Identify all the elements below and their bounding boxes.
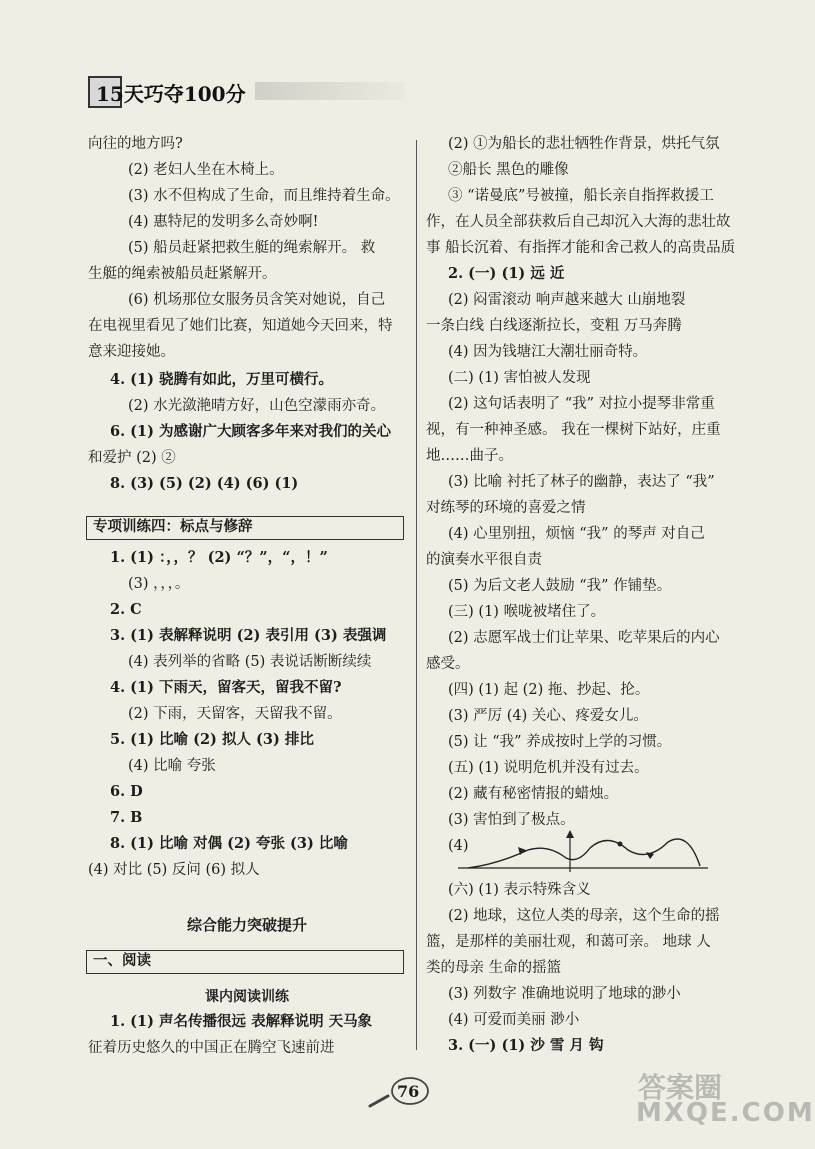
answer-line: (三) (1) 喉咙被堵住了。 (448, 604, 606, 620)
answer-line: (2) 下雨，天留客，天留我不留。 (128, 706, 342, 722)
answer-line: (2) 水光潋滟晴方好，山色空濛雨亦奇。 (128, 398, 386, 414)
logo-text: 15天巧夺100分 (96, 82, 246, 106)
answer-line: (六) (1) 表示特殊含义 (448, 882, 591, 898)
answer-line: 1. (1) ：，，？ (2) “？”，“，！” (110, 549, 328, 566)
answer-line: 类的母亲 生命的摇篮 (426, 960, 562, 976)
answer-line: 征着历史悠久的中国正在腾空飞速前进 (88, 1040, 335, 1056)
answer-line: (2) 地球，这位人类的母亲，这个生命的摇 (448, 908, 720, 924)
answer-line: 1. (1) 声名传播很远 表解释说明 天马象 (110, 1013, 373, 1030)
section-heading: 专项训练四：标点与修辞 (86, 516, 404, 540)
answer-line: 篮，是那样的美丽壮观，和蔼可亲。 地球 人 (426, 934, 711, 950)
answer-line: 7. B (110, 809, 143, 826)
column-divider (416, 140, 417, 1050)
answer-line: (3) 害怕到了极点。 (448, 812, 575, 828)
answer-line: 作，在人员全部获救后自己却沉入大海的悲壮故 (426, 214, 731, 230)
answer-line: (2) ①为船长的悲壮牺牲作背景，烘托气氛 (448, 136, 720, 152)
answer-line: 8. (3) (5) (2) (4) (6) (1) (110, 475, 299, 492)
answer-line: (四) (1) 起 (2) 拖、抄起、抡。 (448, 682, 650, 698)
book-logo (88, 76, 258, 106)
answer-line: 2. C (110, 601, 142, 618)
answer-line: (3) 比喻 衬托了林子的幽静，表达了 “我” (448, 474, 715, 490)
plot-curve-graph (458, 828, 708, 872)
answer-line: (3) 严厉 (4) 关心、疼爱女儿。 (448, 708, 648, 724)
answer-line: 3. (1) 表解释说明 (2) 表引用 (3) 表强调 (110, 627, 387, 644)
answer-line: (4) 惠特尼的发明多么奇妙啊! (128, 214, 319, 230)
answer-line: 视，有一种神圣感。 我在一棵树下站好，庄重 (426, 422, 721, 438)
answer-line: 4. (1) 骁腾有如此，万里可横行。 (110, 371, 334, 388)
answer-line: 的演奏水平很自责 (426, 552, 542, 568)
answer-line: (4) 可爱而美丽 渺小 (448, 1012, 580, 1028)
answer-line: 一条白线 白线逐渐拉长，变粗 万马奔腾 (426, 318, 682, 334)
answer-line: 2. (一) (1) 远 近 (448, 265, 565, 282)
answer-line: 6. D (110, 783, 143, 800)
answer-line: (2) 闷雷滚动 响声越来越大 山崩地裂 (448, 292, 686, 308)
answer-line: (6) 机场那位女服务员含笑对她说，自己 (128, 292, 386, 308)
answer-line: (3) ，，，。 (128, 576, 190, 592)
answer-line: (2) 这句话表明了 “我” 对拉小提琴非常重 (448, 396, 715, 412)
answer-line: (4) 对比 (5) 反问 (6) 拟人 (88, 862, 260, 878)
answer-line: 向往的地方吗? (88, 136, 183, 152)
subsection-title: 课内阅读训练 (205, 989, 289, 1005)
answer-line: 在电视里看见了她们比赛，知道她今天回来，特 (88, 318, 393, 334)
answer-line: 感受。 (426, 656, 470, 672)
answer-line: (2) 藏有秘密情报的蜡烛。 (448, 786, 619, 802)
answer-line: (2) 老妇人坐在木椅上。 (128, 162, 284, 178)
section-title: 综合能力突破提升 (186, 916, 307, 934)
answer-line: (4) 心里别扭，烦恼 “我” 的琴声 对自己 (448, 526, 705, 542)
answer-line: 8. (1) 比喻 对偶 (2) 夸张 (3) 比喻 (110, 835, 348, 852)
answer-line: 地……曲子。 (426, 448, 513, 464)
answer-line: (4) 比喻 夸张 (128, 758, 216, 774)
watermark-url: MXQE.COM (636, 1098, 815, 1128)
answer-line: 和爱护 (2) ② (88, 450, 176, 466)
answer-line: (2) 志愿军战士们让苹果、吃苹果后的内心 (448, 630, 720, 646)
answer-line: 意来迎接她。 (88, 344, 175, 360)
answer-line: 对练琴的环境的喜爱之情 (426, 500, 586, 516)
answer-line: 3. (一) (1) 沙 雪 月 钩 (448, 1037, 604, 1054)
answer-line: (二) (1) 害怕被人发现 (448, 370, 591, 386)
page-number: 76 (397, 1082, 420, 1101)
answer-line: (5) 船员赶紧把救生艇的绳索解开。 救 (128, 240, 376, 256)
answer-line: (3) 列数字 准确地说明了地球的渺小 (448, 986, 681, 1002)
answer-line: (五) (1) 说明危机并没有过去。 (448, 760, 649, 776)
answer-line: (4) (448, 838, 469, 854)
answer-line: 事 船长沉着、有指挥才能和舍己救人的高贵品质 (426, 240, 736, 256)
answer-line: ②船长 黑色的雕像 (448, 162, 569, 178)
answer-line: 4. (1) 下雨天，留客天，留我不留? (110, 679, 342, 696)
answer-line: 6. (1) 为感谢广大顾客多年来对我们的关心 (110, 423, 392, 440)
watermark-logo: 答案圈 (638, 1071, 723, 1104)
answer-line: (4) 表列举的省略 (5) 表说话断断续续 (128, 654, 372, 670)
answer-line: (5) 让 “我” 养成按时上学的习惯。 (448, 734, 672, 750)
answer-line: 生艇的绳索被船员赶紧解开。 (88, 266, 277, 282)
answer-line: (3) 水不但构成了生命，而且维持着生命。 (128, 188, 400, 204)
answer-line: ③ “诺曼底”号被撞，船长亲自指挥救援工 (448, 188, 714, 204)
answer-line: 5. (1) 比喻 (2) 拟人 (3) 排比 (110, 731, 314, 748)
answer-line: (4) 因为钱塘江大潮壮丽奇特。 (448, 344, 648, 360)
answer-line: (5) 为后文老人鼓励 “我” 作铺垫。 (448, 578, 672, 594)
header-decoration-bar (255, 82, 405, 100)
section-heading: 一、阅读 (86, 950, 404, 974)
